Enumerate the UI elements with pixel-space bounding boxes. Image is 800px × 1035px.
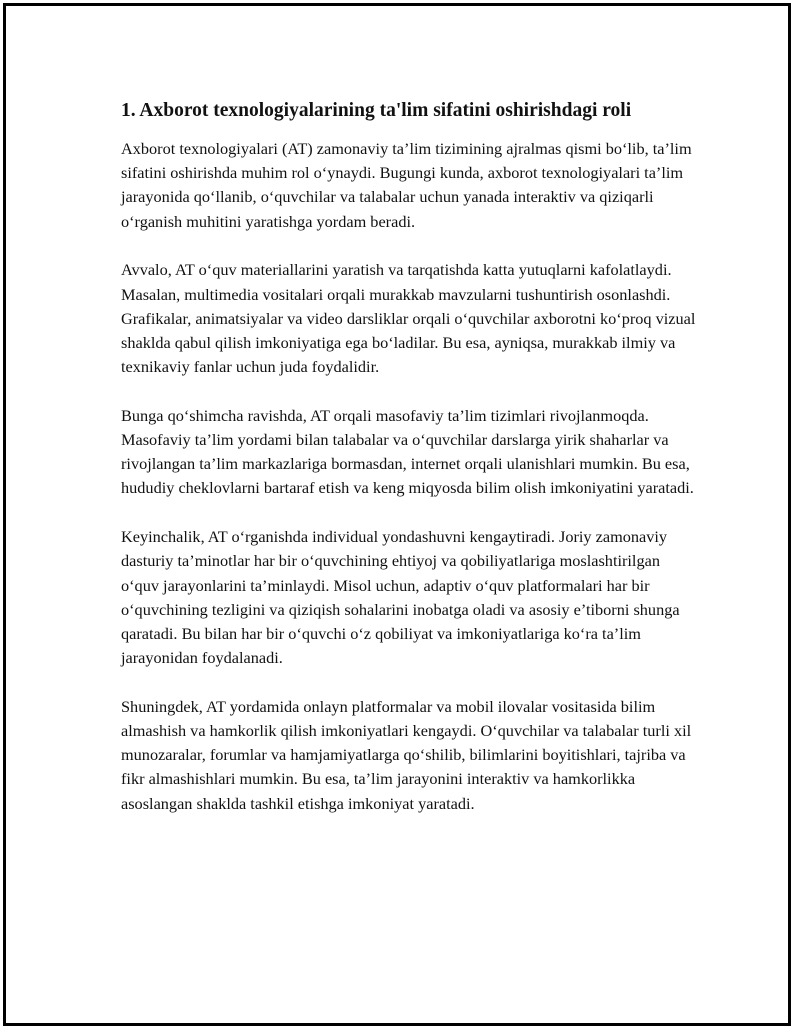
paragraph-2: Avvalo, AT o‘quv materiallarini yaratish va tarqatishda katta yutuqlarni kafolatlaydi. Masalan, multimedia vositalari orqali murakkab mavzularni tushuntirish osonlashdi. Grafikalar, animatsiyalar va video darsliklar orqali o‘quvchilar axborotni ko‘proq vizual shaklda qabul qilish imkoniyatiga ega bo‘ladilar. Bu esa, ayniqsa, murakkab ilmiy va texnikaviy fanlar uchun juda foydalidir. [121, 260, 696, 377]
document-page [3, 3, 791, 1026]
paragraph-5: Shuningdek, AT yordamida onlayn platformalar va mobil ilovalar vositasida bilim almashish va hamkorlik qilish imkoniyatlari kengaydi. O‘quvchilar va talabalar turli xil munozaralar, forumlar va hamjamiyatlarga qo‘shilib, bilimlarini boyitishlari, tajriba va fikr almashishlari mumkin. Bu esa, ta’lim jarayonini interaktiv va hamkorlikka asoslangan shaklda tashkil etishga imkoniyat yaratadi. [121, 696, 692, 813]
document-body [121, 98, 701, 840]
paragraph-4: Keyinchalik, AT o‘rganishda individual yondashuvni kengaytiradi. Joriy zamonaviy dasturiy ta’minotlar har bir o‘quvchining ehtiyoj va qobiliyatlariga moslashtirilgan o‘quv jarayonlarini ta’minlaydi. Misol uchun, adaptiv o‘quv platformalari har bir o‘quvchining tezligini va qiziqish sohalarini inobatga oladi va asosiy e’tiborni shunga qaratadi. Bu bilan har bir o‘quvchi o‘z qobiliyat va imkoniyatlariga ko‘ra ta’lim jarayonidan foydalanadi. [121, 527, 680, 668]
paragraph-1: Axborot texnologiyalari (AT) zamonaviy ta’lim tizimining ajralmas qismi bo‘lib, ta’lim sifatini oshirishda muhim rol o‘ynaydi. Bugungi kunda, axborot texnologiyalari ta’lim jarayonida qo‘llanib, o‘quvchilar va talabalar uchun yanada interaktiv va qiziqarli o‘rganish muhitini yaratishga yordam beradi. [121, 139, 692, 231]
document-title: 1. Axborot texnologiyalarining ta'lim sifatini oshirishdagi roli [121, 100, 632, 121]
paragraph-3: Bunga qo‘shimcha ravishda, AT orqali masofaviy ta’lim tizimlari rivojlanmoqda. Masofaviy ta’lim yordami bilan talabalar va o‘quvchilar darslarga yirik shaharlar va rivojlangan ta’lim markazlariga bormasdan, internet orqali ulanishlari mumkin. Bu esa, hududiy cheklovlarni bartaraf etish va keng miqyosda bilim olish imkoniyatini yaratadi. [121, 405, 694, 498]
